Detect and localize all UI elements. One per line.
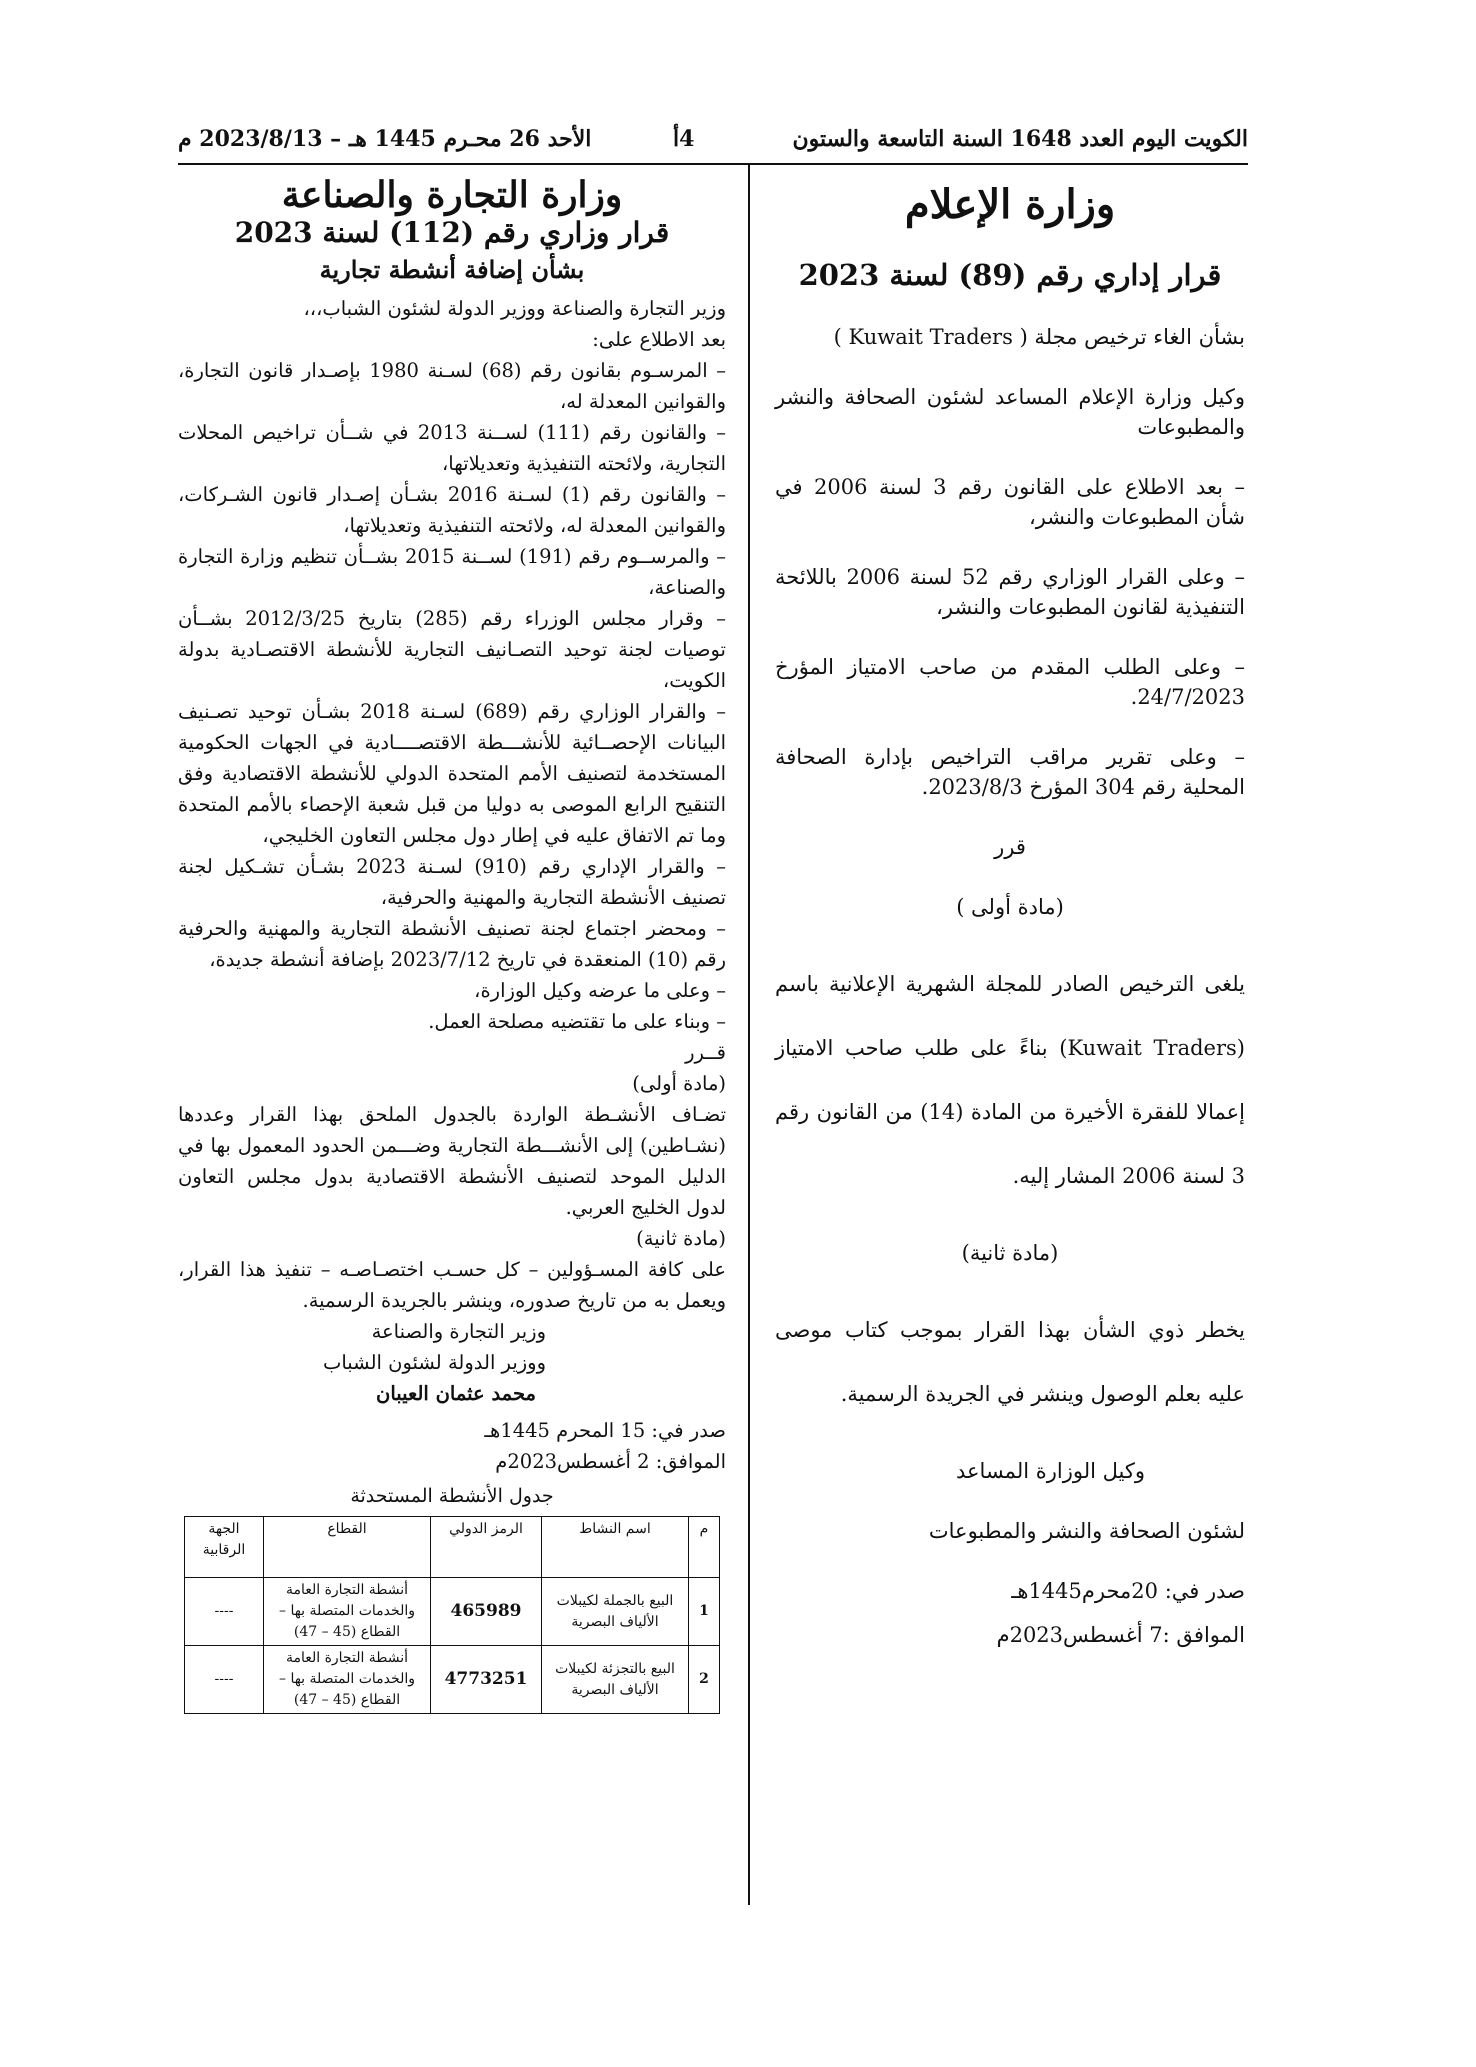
recital-item: – والقرار الوزاري رقم (689) لسـنة 2018 بشـأن توحيد تصـنيف البيانات الإحصــائية للأنشـــطة الاقتصــــادية في الجهات الحكومية المستخدمة لتصنيف الأمم المتحدة الدولي للأنشطة الاقتصادية وفق التنقيح الرابع الموصى به دوليا من قبل شعبة الإحصاء بالأمم المتحدة وما تم الاتفاق عليه في إطار دول مجلس التعاون الخليجي، [178,700,726,847]
table-cell: 1 [689,1578,720,1646]
recital-item: – وبناء على ما تقتضيه مصلحة العمل. [428,1010,726,1033]
article-heading: (مادة أولى ) [956,895,1064,919]
left-column [178,174,727,1714]
table-cell: البيع بالجملة لكيبلات الألياف البصرية [542,1578,689,1646]
table-header: القطاع [264,1517,431,1578]
recital-item: – ومحضر اجتماع لجنة تصنيف الأنشطة التجارية والمهنية والحرفية رقم (10) المنعقدة في تاريخ 2023/7/12 بإضافة أنشطة جديدة، [178,917,726,971]
article-heading: (مادة ثانية) [636,1227,726,1250]
header-issue-info: الكويت اليوم العدد 1648 السنة التاسعة والستون [792,126,1248,152]
table-header: الجهة الرقابية [185,1517,264,1578]
table-cell: البيع بالتجزئة لكيبلات الألياف البصرية [542,1646,689,1714]
recital-item: – وقرار مجلس الوزراء رقم (285) بتاريخ 2012/3/25 بشــأن توصيات لجنة توحيد التصـانيف التجارية للأنشطة الاقتصـادية بدولة الكويت، [178,607,726,692]
article-text: يلغى الترخيص الصادر للمجلة الشهرية الإعلانية باسم (Kuwait Traders) بناءً على طلب صاحب الامتياز إعمالا للفقرة الأخيرة من المادة (14) من القانون رقم 3 لسنة 2006 المشار إليه. [775,972,1246,1188]
table-header-row [185,1517,720,1578]
article-heading: (مادة أولى) [632,1072,726,1095]
paragraph: بشأن الغاء ترخيص مجلة ( Kuwait Traders ) [833,325,1245,349]
article-text: تضـاف الأنشـطة الواردة بالجدول الملحق بهذا القرار وعددها (نشـاطين) إلى الأنشـــطة التجارية وضـــمن الحدود المعمول بها في الدليل الموحد لتصنيف الأنشطة الاقتصادية بدول مجلس التعاون لدول الخليج العربي. [178,1103,726,1219]
table-cell: ---- [185,1578,264,1646]
recital-item: – المرسـوم بقانون رقم (68) لسـنة 1980 بإصـدار قانون التجارة، والقوانين المعدلة له، [178,359,726,413]
decided-heading: قــرر [685,1041,726,1064]
decided-heading: قرر [994,835,1026,859]
table-header: اسم النشاط [542,1517,689,1578]
after-review: بعد الاطلاع على: [592,328,726,351]
header-page-number: 4أ [673,126,695,152]
table-title: جدول الأنشطة المستحدثة [350,1485,554,1507]
paragraph: – وعلى تقرير مراقب التراخيص بإدارة الصحافة المحلية رقم 304 المؤرخ 2023/8/3. [775,745,1245,799]
issued-date: صدر في: 20محرم1445هـ [1011,1579,1245,1603]
table-row [185,1646,720,1714]
ministry-title: وزارة الإعلام [904,181,1116,228]
recital-item: – وعلى ما عرضه وكيل الوزارة، [474,979,726,1002]
paragraph: – بعد الاطلاع على القانون رقم 3 لسنة 2006 في شأن المطبوعات والنشر، [775,475,1245,529]
table-cell: 4773251 [431,1646,542,1714]
signer-line: وزير التجارة والصناعة [371,1320,546,1343]
page-header [178,126,1248,162]
decision-subject: بشأن إضافة أنشطة تجارية [319,255,585,284]
intro: وزير التجارة والصناعة ووزير الدولة لشئون الشباب،،، [303,297,726,320]
header-rule [178,163,1248,165]
table-cell: أنشطة التجارة العامة والخدمات المتصلة بها – القطاع (45 – 47) [264,1578,431,1646]
column-divider [748,165,750,1905]
recital-item: – والقانون رقم (1) لسـنة 2016 بشـأن إصـدار قانون الشـركات، والقوانين المعدلة له، ولائحته التنفيذية وتعديلاتها، [178,483,726,537]
signer-title: وكيل الوزارة المساعد [956,1459,1145,1483]
table-header: الرمز الدولي [431,1517,542,1578]
article-heading: (مادة ثانية) [961,1241,1059,1265]
right-column [775,180,1245,1680]
paragraph: – وعلى الطلب المقدم من صاحب الامتياز المؤرخ 24/7/2023. [775,655,1245,709]
corresponding-date: الموافق: 2 أغسطس2023م [495,1450,726,1473]
signer-department: لشئون الصحافة والنشر والمطبوعات [928,1519,1245,1543]
ministry-title: وزارة التجارة والصناعة [281,174,623,216]
paragraph: وكيل وزارة الإعلام المساعد لشئون الصحافة والنشر والمطبوعات [775,385,1245,439]
table-header: م [689,1517,720,1578]
recital-item: – والقرار الإداري رقم (910) لسـنة 2023 بشـأن تشـكيل لجنة تصنيف الأنشطة التجارية والمهنية والحرفية، [178,855,726,909]
decision-title: قرار وزاري رقم (112) لسنة 2023 [234,216,670,249]
paragraph: – وعلى القرار الوزاري رقم 52 لسنة 2006 باللائحة التنفيذية لقانون المطبوعات والنشر، [775,565,1245,619]
recital-item: – والمرســوم رقم (191) لســنة 2015 بشــأن تنظيم وزارة التجارة والصناعة، [178,545,727,599]
article-text: على كافة المسـؤولين – كل حسـب اختصـاصـه – تنفيذ هذا القرار، ويعمل به من تاريخ صدوره، وينشر بالجريدة الرسمية. [178,1258,726,1312]
issued-date: صدر في: 15 المحرم 1445هـ [484,1419,726,1442]
header-date: الأحد 26 محـرم 1445 هـ – 2023/8/13 م [178,126,592,152]
corresponding-date: الموافق :7 أغسطس2023م [996,1623,1245,1647]
recital-item: – والقانون رقم (111) لســنة 2013 في شــأن تراخيص المحلات التجارية، ولائحته التنفيذية وتعديلاتها، [178,421,726,475]
decision-title: قرار إداري رقم (89) لسنة 2023 [798,258,1222,292]
table-cell: 465989 [431,1578,542,1646]
signer-name: محمد عثمان العيبان [376,1382,536,1405]
activities-table [184,1516,720,1714]
table-cell: 2 [689,1646,720,1714]
table-cell: أنشطة التجارة العامة والخدمات المتصلة بها – القطاع (45 – 47) [264,1646,431,1714]
signer-line: ووزير الدولة لشئون الشباب [323,1351,546,1374]
table-row [185,1578,720,1646]
article-text: يخطر ذوي الشأن بهذا القرار بموجب كتاب موصى عليه بعلم الوصول وينشر في الجريدة الرسمية. [775,1318,1245,1406]
table-cell: ---- [185,1646,264,1714]
